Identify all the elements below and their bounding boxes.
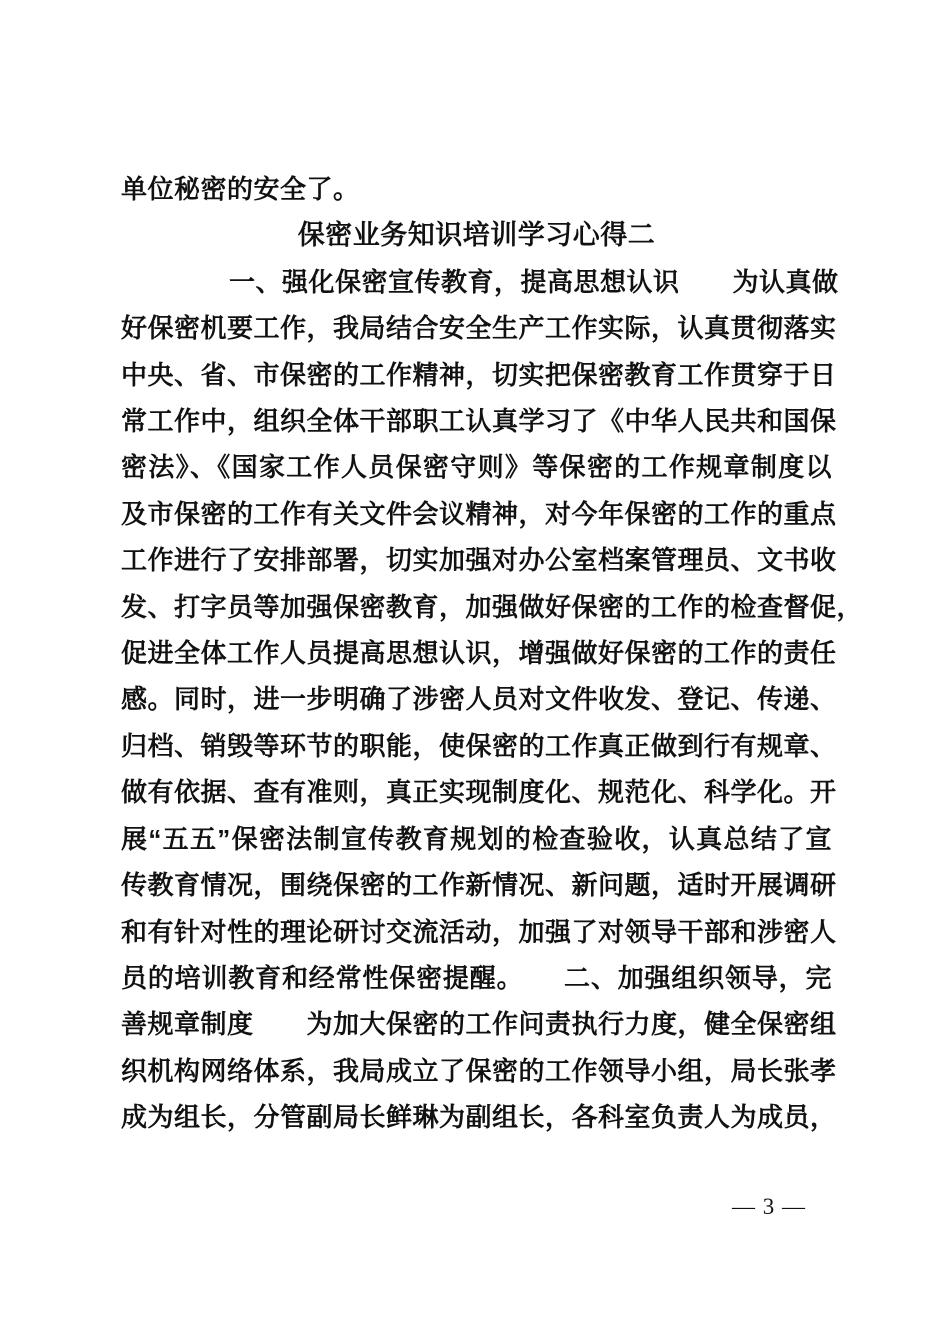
document-content [121,166,864,1141]
body-line: 常工作中，组织全体干部职工认真学习了《中华人民共和国保 [121,406,837,437]
page-number: — 3 — [732,1194,806,1219]
body-line: 做有依据、查有准则，真正实现制度化、规范化、科学化。开 [121,777,837,808]
section-heading: 保密业务知识培训学习心得二 [297,220,656,251]
body-line: 归档、销毁等环节的职能，使保密的工作真正做到行有规章、 [121,730,837,761]
body-line: 中央、省、市保密的工作精神，切实把保密教育工作贯穿于日 [121,359,837,390]
body-line: 一、强化保密宣传教育，提高思想认识 为认真做 [229,266,839,297]
body-line: 善规章制度 为加大保密的工作问责执行力度，健全保密组 [121,1009,837,1040]
body-line: 展“五五”保密法制宣传教育规划的检查验收，认真总结了宣 [121,823,832,854]
body-line: 工作进行了安排部署，切实加强对办公室档案管理员、文书收 [121,545,837,576]
body-line: 成为组长，分管副局长鲜琳为副组长，各科室负责人为成员， [121,1102,837,1133]
intro-line: 单位秘密的安全了。 [121,174,360,204]
body-line: 和有针对性的理论研讨交流活动，加强了对领导干部和涉密人 [121,916,837,947]
body-line: 发、打字员等加强保密教育，加强做好保密的工作的检查督促， [121,591,864,622]
body-line: 感。同时，进一步明确了涉密人员对文件收发、登记、传递、 [121,684,837,715]
body-line: 好保密机要工作，我局结合安全生产工作实际，认真贯彻落实 [121,313,837,344]
body-line: 传教育情况，围绕保密的工作新情况、新问题，适时开展调研 [121,870,837,901]
body-line: 及市保密的工作有关文件会议精神，对今年保密的工作的重点 [121,498,837,529]
body-line: 密法》、《国家工作人员保密守则》等保密的工作规章制度以 [121,452,832,483]
body-line: 促进全体工作人员提高思想认识，增强做好保密的工作的责任 [121,638,837,669]
body-line: 员的培训教育和经常性保密提醒。 二、加强组织领导，完 [121,962,832,993]
body-line: 织机构网络体系，我局成立了保密的工作领导小组，局长张孝 [121,1055,837,1086]
